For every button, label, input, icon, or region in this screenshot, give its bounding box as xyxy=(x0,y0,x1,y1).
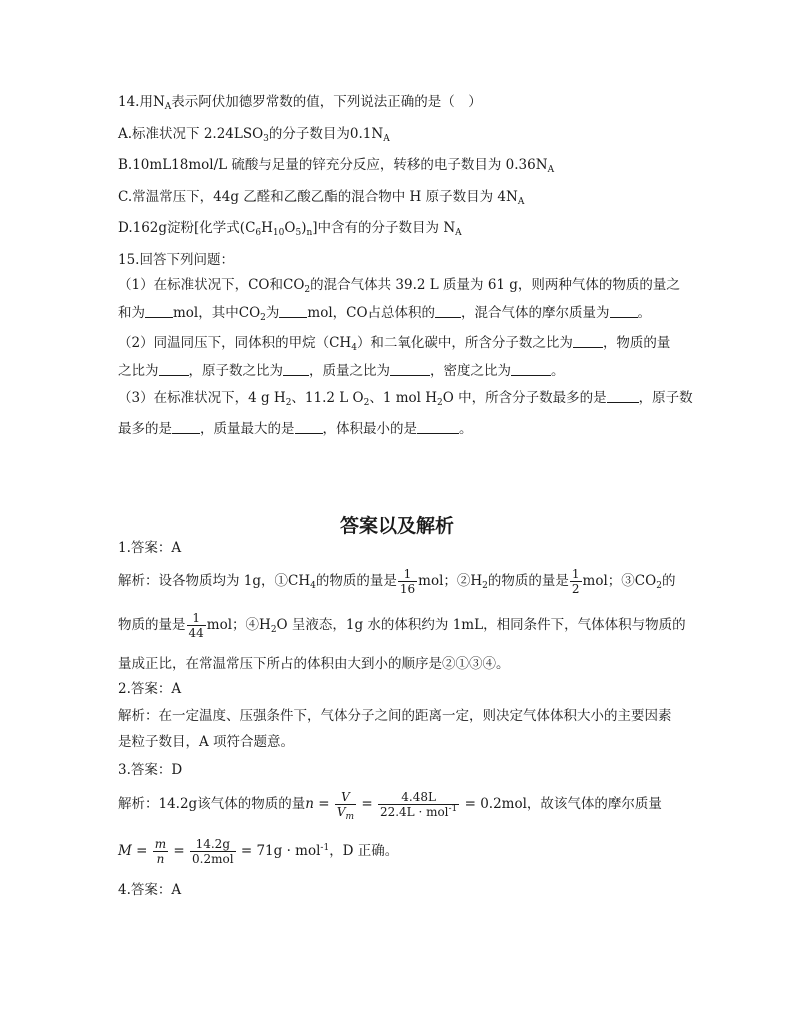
explanation-1-line2: 物质的量是 $\frac{1}{44}$ mol；$④H_2O$ 呈液态，1g 水的体积约为 1mL，相同条件下，气体体积与物质的 xyxy=(118,611,686,640)
answers-title: 答案以及解析 xyxy=(339,515,454,537)
answer-1: 1.答案：A xyxy=(118,540,182,556)
fraction-1-2: $\frac{1}{2}$ xyxy=(571,567,580,596)
q15-part3-line1: （3）在标准状况下，4 g $H_2$、11.2 L $O_2$、1 mol $H_2O$ 中，所含分子数最多的是 ，原子数 xyxy=(118,390,693,408)
fraction-m-n: $\frac{m}{n}$ xyxy=(154,837,167,866)
q15-part3-line2: 最多的是 ，质量最大的是 ，体积最小的是 。 xyxy=(118,421,473,437)
q15-stem: 15.回答下列问题： xyxy=(118,252,234,268)
q14-option-b: B.10mL18mol/L 硫酸与足量的锌充分反应，转移的电子数目为 $0.36N_A$ xyxy=(118,157,555,175)
q15-part1-line1: （1）在标准状况下，CO和$CO_2$的混合气体共 39.2 L 质量为 61 g，则两种气体的物质的量之 xyxy=(118,277,680,295)
q15-part2-line1: （2）同温同压下，同体积的甲烷$(CH_4)$和二氧化碳中，所含分子数之比为 ，物质的量 xyxy=(118,335,671,353)
q14-option-a: A.标准状况下 $2.24LSO_3$的分子数目为$0.1N_A$ xyxy=(118,126,390,144)
explanation-2-line2: 是粒子数目，A 项符合题意。 xyxy=(118,734,295,750)
answer-4: 4.答案：A xyxy=(118,882,182,898)
fraction-v-vm: $\frac{V}{V_m}$ xyxy=(336,790,355,822)
explanation-2-line1: 解析：在一定温度、压强条件下，气体分子之间的距离一定，则决定气体体积大小的主要因素 xyxy=(118,708,672,724)
q15-part1-line2: 和为 mol，其中$CO_2$为 mol，CO占总体积的 ，混合气体的摩尔质量为 。 xyxy=(118,305,652,323)
answer-2: 2.答案：A xyxy=(118,681,182,697)
q15-part2-line2: 之比为 ，原子数之比为 ，质量之比为 ，密度之比为 。 xyxy=(118,363,565,379)
fraction-mass: $\frac{14.2g}{\text{0.2mol}}$ xyxy=(192,837,234,866)
q14-stem: 14.用$N_A$表示阿伏加德罗常数的值，下列说法正确的是（ ） xyxy=(118,94,482,112)
explanation-3-line2: M = $\frac{m}{n}$ = $\frac{14.2g}{\text{0.2mol}}$ = 71g · mol$^{-1}$，D 正确。 xyxy=(118,837,399,866)
fraction-1-44: $\frac{1}{44}$ xyxy=(188,611,204,640)
explanation-1-line1: 解析：设各物质均为 1g，$①CH_4$的物质的量是 $\frac{1}{16}$ mol；$②H_2$的物质的量是 $\frac{1}{2}$ mol；$③CO_2$的 xyxy=(118,567,676,596)
q14-option-d: D.162g淀粉[化学式$(C_6H_{10}O_5)_n$]中含有的分子数目为 $N_A$ xyxy=(118,220,462,238)
explanation-1-line3: 量成正比，在常温常压下所占的体积由大到小的顺序是②①③④。 xyxy=(118,656,510,672)
fraction-volume: $\frac{4.48L}{22.4L \cdot mol^{-1}}$ xyxy=(379,790,458,819)
fraction-1-16: $\frac{1}{16}$ xyxy=(399,567,416,596)
explanation-3-line1: 解析：14.2g该气体的物质的量n = $\frac{V}{V_m}$ = $\frac{4.48L}{22.4L \cdot mol^{-1}}$ = 0.2mol，故该气体的摩尔质量 xyxy=(118,790,662,822)
answer-3: 3.答案：D xyxy=(118,762,183,778)
q14-option-c: C.常温常压下，44g 乙醛和乙酸乙酯的混合物中 H 原子数目为 $4N_A$ xyxy=(118,189,525,207)
